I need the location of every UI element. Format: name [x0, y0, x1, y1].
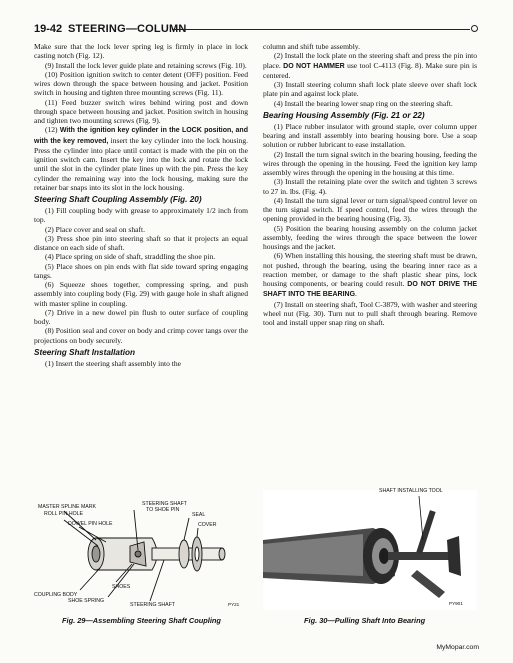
- step-2: [263, 51, 477, 80]
- bearing-step: (7) Install on steering shaft, Tool C-3879, with washer and steering wheel nut (Fig. 30). Turn nut to pull shaft through bearing. Remove tool and install upper snap ring on shaft.: [263, 299, 477, 327]
- left-column: [34, 42, 248, 368]
- coupling-step: (7) Drive in a new dowel pin flush to outer surface of coupling body.: [34, 307, 248, 326]
- coupling-step: (2) Place cover and seal on shaft.: [45, 224, 145, 234]
- installation-step: (1) Insert the steering shaft assembly into the: [45, 358, 182, 368]
- label-steering-shaft: STEERING SHAFT: [130, 602, 175, 608]
- bearing-step: (1) Place rubber insulator with ground staple, over column upper bearing and install assembly into bearing housing bore. Use a soap solution or rubber lubricant to ease installation.: [263, 121, 477, 150]
- label-coupling-body: COUPLING BODY: [34, 592, 78, 598]
- step-text: (6) When installing this housing, the steering shaft must be drawn, not pushed, through the bearing, using the bearing inner race as a reaction member, or damage to the shaft plastic shear pins, lock housing components, or bearing could result.: [263, 251, 477, 288]
- paragraph: (10) Position ignition switch to center detent (OFF) position. Feed wires down through the space between housing and jacket. Position switch in housing and tighten three mounting screws (Fig. 11).: [34, 69, 248, 98]
- step-12: [34, 125, 248, 192]
- figure-29-caption: Fig. 29—Assembling Steering Shaft Coupling: [62, 616, 221, 625]
- coupling-step: (6) Squeeze shoes together, compressing spring, and push assembly into coupling body (Fig. 29) with gauge hole in shaft aligned with master spline in coupling.: [34, 280, 248, 308]
- bearing-step: (2) Install the turn signal switch in the bearing housing, feeding the wires through the opening in the housing. Feed the ignition key lamp assembly wires through the opening in the housing at this time.: [263, 149, 477, 177]
- label-roll-pin: ROLL PIN HOLE: [44, 511, 84, 517]
- section-title: STEERING—COLUMN: [68, 23, 187, 35]
- bearing-step: (4) Install the turn signal lever or turn signal/speed control lever on the turn signal switch. If speed control, feed the wires through the opening provided in the bearing housing (Fig. 3).: [263, 195, 477, 224]
- coupling-step: (3) Press shoe pin into steering shaft so that it projects an equal distance on each side of shaft.: [34, 233, 248, 252]
- bearing-step: (3) Install the retaining plate over the switch and tighten 3 screws to 27 in. lbs. (Fig. 4).: [263, 177, 477, 196]
- label-steering-shaft-top: STEERING SHAFT: [142, 501, 187, 507]
- label-cover: COVER: [198, 522, 217, 528]
- label-dowel-pin-hole: DOWEL PIN HOLE: [68, 521, 113, 527]
- bearing-step: (5) Position the bearing housing assembly on the column jacket assembly, feeding the wires through the space between the lower housings and the jacket.: [263, 223, 477, 251]
- label-shoes: SHOES: [112, 584, 131, 590]
- paragraph: column and shift tube assembly.: [263, 42, 360, 51]
- page-header: [34, 23, 478, 37]
- paragraph: Make sure that the lock lever spring leg is firmly in place in lock casting notch (Fig. 12).: [34, 42, 248, 61]
- paragraph: (3) Install steering column shaft lock plate sleeve over shaft lock plate pin and against lock plate.: [263, 80, 477, 99]
- figure-29-coupling-drawing: [34, 498, 248, 610]
- figure-30-pulling-shaft-photo: [263, 480, 477, 610]
- step-text: .: [355, 289, 357, 299]
- label-shoe-spring: SHOE SPRING: [68, 598, 105, 604]
- bearing-heading: Bearing Housing Assembly (Fig. 21 or 22): [263, 110, 425, 120]
- coupling-step: (5) Place shoes on pin ends with flat side toward spring engaging tangs.: [34, 261, 248, 280]
- label-to-shoe-pin: TO SHOE PIN: [146, 507, 180, 513]
- header-circle-ornament: [471, 25, 478, 32]
- right-column: [263, 42, 477, 327]
- paragraph: (4) Install the bearing lower snap ring on the steering shaft.: [274, 98, 453, 108]
- coupling-step: (1) Fill coupling body with grease to approximately 1/2 inch from top.: [34, 206, 248, 225]
- step-text: insert the key cylinder into the lock housing. Press the cylinder into place until contact is made with the pin on the ignition switch cam. Insert the key into the lock and rotate the lock until the slot in the cylinder plate lines up with the pin. Press the key cylinder the remaining way into the lock housing, making sure the retainer bar snaps into its slot in the lock housing.: [34, 135, 248, 192]
- coupling-step: (8) Position seal and cover on body and crimp cover tangs over the projections on body securely.: [34, 326, 248, 345]
- paragraph: (11) Feed buzzer switch wires behind wiring post and down through space between housing and jacket. Position switch in housing and tighten two mounting screws (Fig. 9).: [34, 97, 248, 125]
- bold-warning: With the ignition key cylinder in the LOCK position, and with the key removed,: [34, 127, 248, 145]
- label-master-spline: MASTER SPLINE MARK: [38, 504, 96, 510]
- figure-code: PY21: [228, 602, 240, 607]
- bold-warning: DO NOT HAMMER: [283, 62, 345, 70]
- coupling-step: (4) Place spring on side of shaft, straddling the shoe pin.: [45, 252, 216, 262]
- step-text: use tool C-4113 (Fig. 8). Make sure pin is centered.: [263, 60, 478, 80]
- bearing-step-6: [263, 251, 477, 299]
- installation-heading: Steering Shaft Installation: [34, 347, 135, 357]
- coupling-heading: Steering Shaft Coupling Assembly (Fig. 20): [34, 195, 202, 204]
- footer-source: MyMopar.com: [436, 644, 479, 651]
- header-rule: [172, 29, 470, 30]
- bold-warning: DO NOT DRIVE THE SHAFT INTO THE BEARING: [263, 281, 477, 299]
- step-prefix: (12): [45, 125, 60, 135]
- paragraph: (9) Install the lock lever guide plate and retaining screws (Fig. 10).: [45, 60, 247, 70]
- page-number: 19-42: [34, 23, 63, 35]
- figure-code: PY901: [449, 601, 463, 606]
- figure-30-caption: Fig. 30—Pulling Shaft Into Bearing: [304, 616, 426, 625]
- label-shaft-installing-tool: SHAFT INSTALLING TOOL: [379, 488, 443, 494]
- step-text: (2) Install the lock plate on the steering shaft and press the pin into place.: [263, 51, 477, 70]
- label-seal: SEAL: [192, 512, 206, 518]
